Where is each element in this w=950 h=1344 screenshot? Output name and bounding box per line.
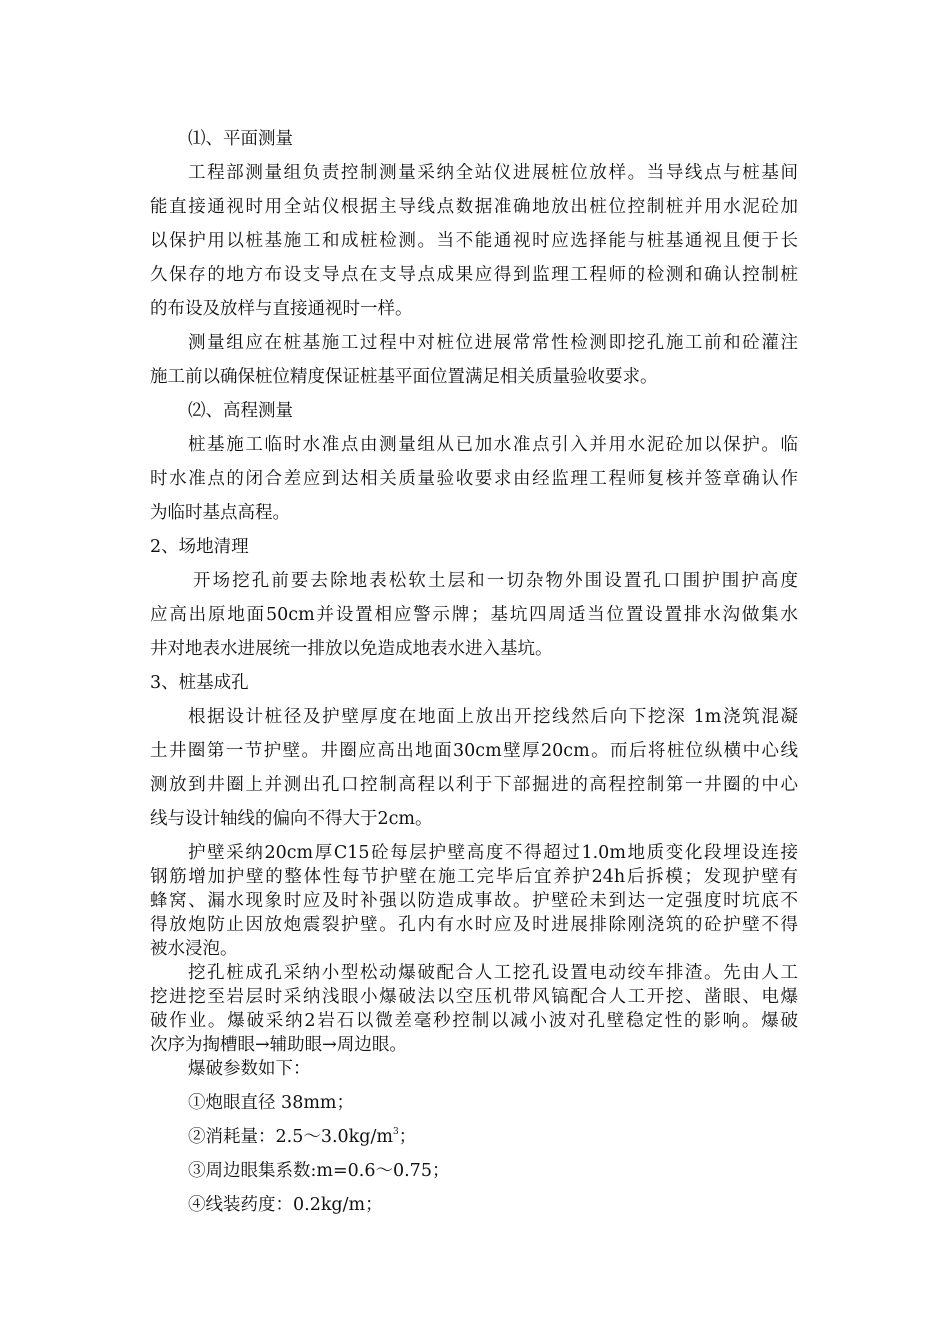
paragraph-line: 根据设计桩径及护壁厚度在地面上放出开挖线然后向下挖深 1m浇筑混凝 (188, 707, 798, 727)
paragraph-line: 护壁采纳20cm厚C15砼每层护壁高度不得超过1.0m地质变化段埋设连接 (188, 843, 798, 863)
paragraph-line: 蜂窝、漏水现象时应及时补强以防造成事故。护壁砼未到达一定强度时坑底不 (150, 891, 798, 911)
blast-param-item: ①炮眼直径 38mm； (188, 1093, 355, 1113)
paragraph-line: 以保护用以桩基施工和成桩检测。当不能通视时应选择能与桩基通视且便于长 (150, 231, 798, 251)
blast-param-item: ④线装药度：0.2kg/m； (188, 1195, 383, 1215)
paragraph-line: 开场挖孔前要去除地表松软土层和一切杂物外围设置孔口围护围护高度 (193, 571, 798, 591)
paragraph-line: 时水准点的闭合差应到达相关质量验收要求由经监理工程师复核并签章确认作 (150, 469, 798, 489)
paragraph-line: 应高出原地面50cm并设置相应警示牌；基坑四周适当位置设置排水沟做集水 (150, 605, 798, 625)
paragraph-line: 工程部测量组负责控制测量采纳全站仪进展桩位放样。当导线点与桩基间 (188, 163, 798, 183)
paragraph-line: 钢筋增加护壁的整体性每节护壁在施工完毕后宜养护24h后拆模；发现护壁有 (150, 867, 798, 887)
section-heading-site-clearing: 2、场地清理 (150, 537, 249, 557)
paragraph-line: 能直接通视时用全站仪根据主导线点数据准确地放出桩位控制桩并用水泥砼加 (150, 197, 798, 217)
blast-param-punct: ； (398, 1127, 417, 1147)
paragraph-line: 施工前以确保桩位精度保证桩基平面位置满足相关质量验收要求。 (150, 367, 658, 387)
blast-param-item (188, 1125, 416, 1149)
blast-param-text: ②消耗量：2.5～3.0kg/m (188, 1127, 393, 1147)
blast-params-intro: 爆破参数如下： (188, 1059, 311, 1079)
section-heading-pile-hole-forming: 3、桩基成孔 (150, 673, 249, 693)
paragraph-line: 挖孔桩成孔采纳小型松动爆破配合人工挖孔设置电动绞车排渣。先由人工 (188, 963, 798, 983)
paragraph-line: 被水浸泡。 (150, 939, 238, 959)
paragraph-line: 的布设及放样与直接通视时一样。 (150, 299, 413, 319)
paragraph-line: 桩基施工临时水准点由测量组从已加水准点引入并用水泥砼加以保护。临 (188, 435, 798, 455)
paragraph-line: 为临时基点高程。 (150, 503, 290, 523)
paragraph-line: 破作业。爆破采纳2岩石以微差毫秒控制以减小波对孔壁稳定性的影响。爆破 (150, 1011, 798, 1031)
superscript: 3 (392, 1127, 399, 1137)
paragraph-line: 井对地表水进展统一排放以免造成地表水进入基坑。 (150, 639, 553, 659)
paragraph-line: 次序为掏槽眼→辅助眼→周边眼。 (150, 1035, 407, 1055)
paragraph-line: 测量组应在桩基施工过程中对桩位进展常常性检测即挖孔施工前和砼灌注 (188, 333, 798, 353)
blast-param-item: ③周边眼集系数:m=0.6～0.75； (188, 1161, 450, 1181)
paragraph-line: 线与设计轴线的偏向不得大于2cm。 (150, 809, 433, 829)
section-heading-elevation-survey: ⑵、高程测量 (188, 401, 293, 421)
paragraph-line: 土井圈第一节护壁。井圈应高出地面30cm壁厚20cm。而后将桩位纵横中心线 (150, 741, 798, 761)
paragraph-line: 久保存的地方布设支导点在支导点成果应得到监理工程师的检测和确认控制桩 (150, 265, 798, 285)
paragraph-line: 挖进挖至岩层时采纳浅眼小爆破法以空压机带风镐配合人工开挖、凿眼、电爆 (150, 987, 798, 1007)
paragraph-line: 测放到井圈上并测出孔口控制高程以利于下部掘进的高程控制第一井圈的中心 (150, 775, 798, 795)
paragraph-line: 得放炮防止因放炮震裂护壁。孔内有水时应及时进展排除刚浇筑的砼护壁不得 (150, 915, 798, 935)
section-heading-plane-survey: ⑴、平面测量 (188, 129, 293, 149)
